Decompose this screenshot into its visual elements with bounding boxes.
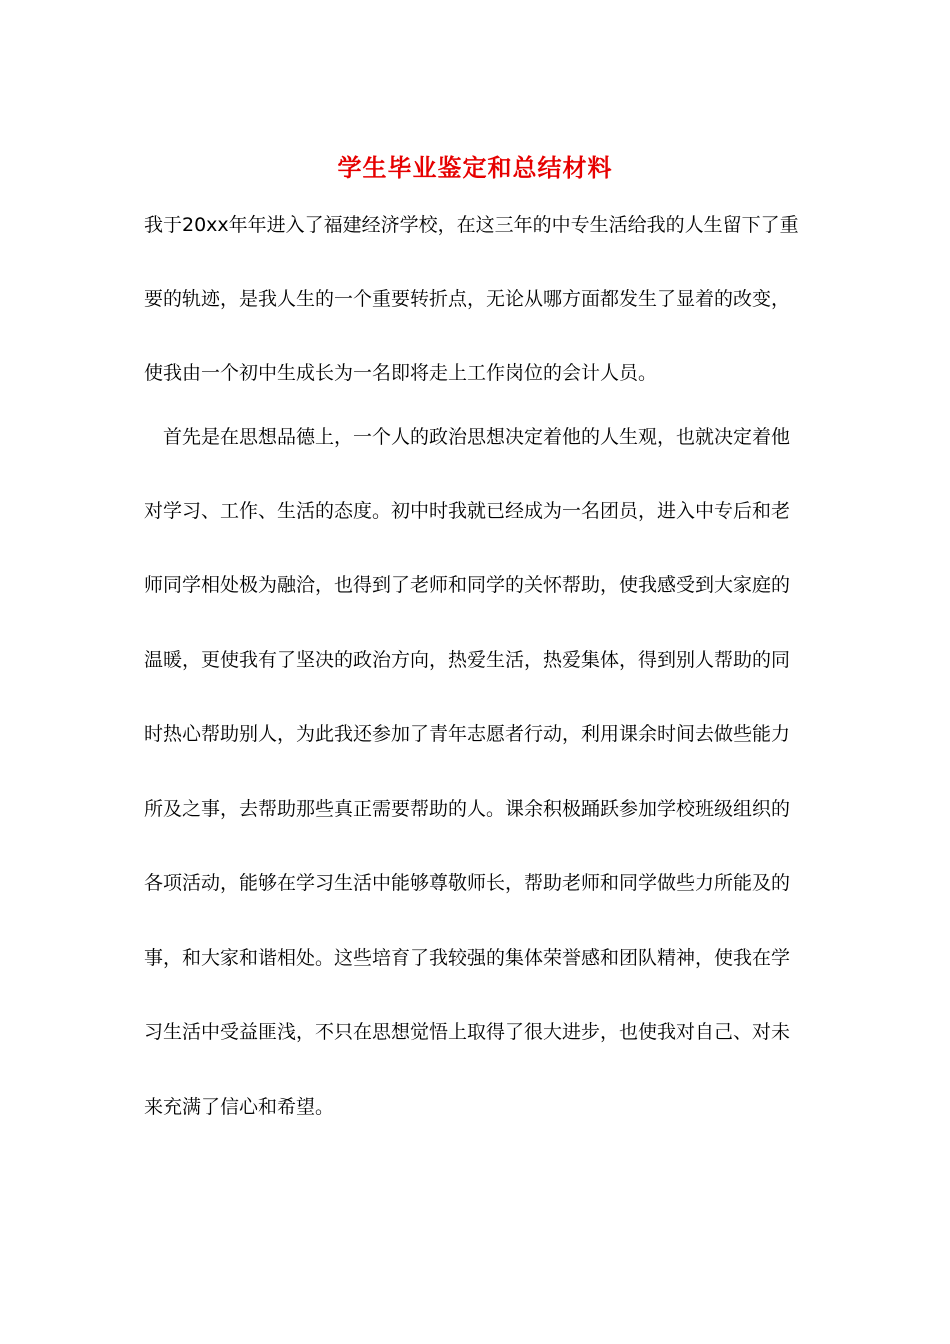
paragraph-2-line-4: 温暖，更使我有了坚决的政治方向，热爱生活，热爱集体，得到别人帮助的同 [144,649,791,671]
paragraph-1-line-1: 我于20xx年年进入了福建经济学校，在这三年的中专生活给我的人生留下了重 [144,214,799,236]
document-title: 学生毕业鉴定和总结材料 [337,153,613,182]
paragraph-2-line-9: 习生活中受益匪浅，不只在思想觉悟上取得了很大进步，也使我对自己、对未 [144,1021,791,1043]
paragraph-2-line-7: 各项活动，能够在学习生活中能够尊敬师长，帮助老师和同学做些力所能及的 [144,872,791,894]
paragraph-1-line-2: 要的轨迹，是我人生的一个重要转折点，无论从哪方面都发生了显着的改变， [144,288,791,310]
paragraph-2-line-1: 首先是在思想品德上，一个人的政治思想决定着他的人生观，也就决定着他 [144,426,791,448]
paragraph-2-line-10: 来充满了信心和希望。 [144,1096,335,1118]
paragraph-2-line-2: 对学习、工作、生活的态度。初中时我就已经成为一名团员，进入中专后和老 [144,500,791,522]
paragraph-2-line-5: 时热心帮助别人，为此我还参加了青年志愿者行动，利用课余时间去做些能力 [144,723,791,745]
paragraph-1-line-3: 使我由一个初中生成长为一名即将走上工作岗位的会计人员。 [144,362,658,384]
paragraph-2-line-3: 师同学相处极为融洽，也得到了老师和同学的关怀帮助，使我感受到大家庭的 [144,574,791,596]
paragraph-2-line-8: 事，和大家和谐相处。这些培育了我较强的集体荣誉感和团队精神，使我在学 [144,947,791,969]
paragraph-2-line-6: 所及之事，去帮助那些真正需要帮助的人。课余积极踊跃参加学校班级组织的 [144,798,791,820]
